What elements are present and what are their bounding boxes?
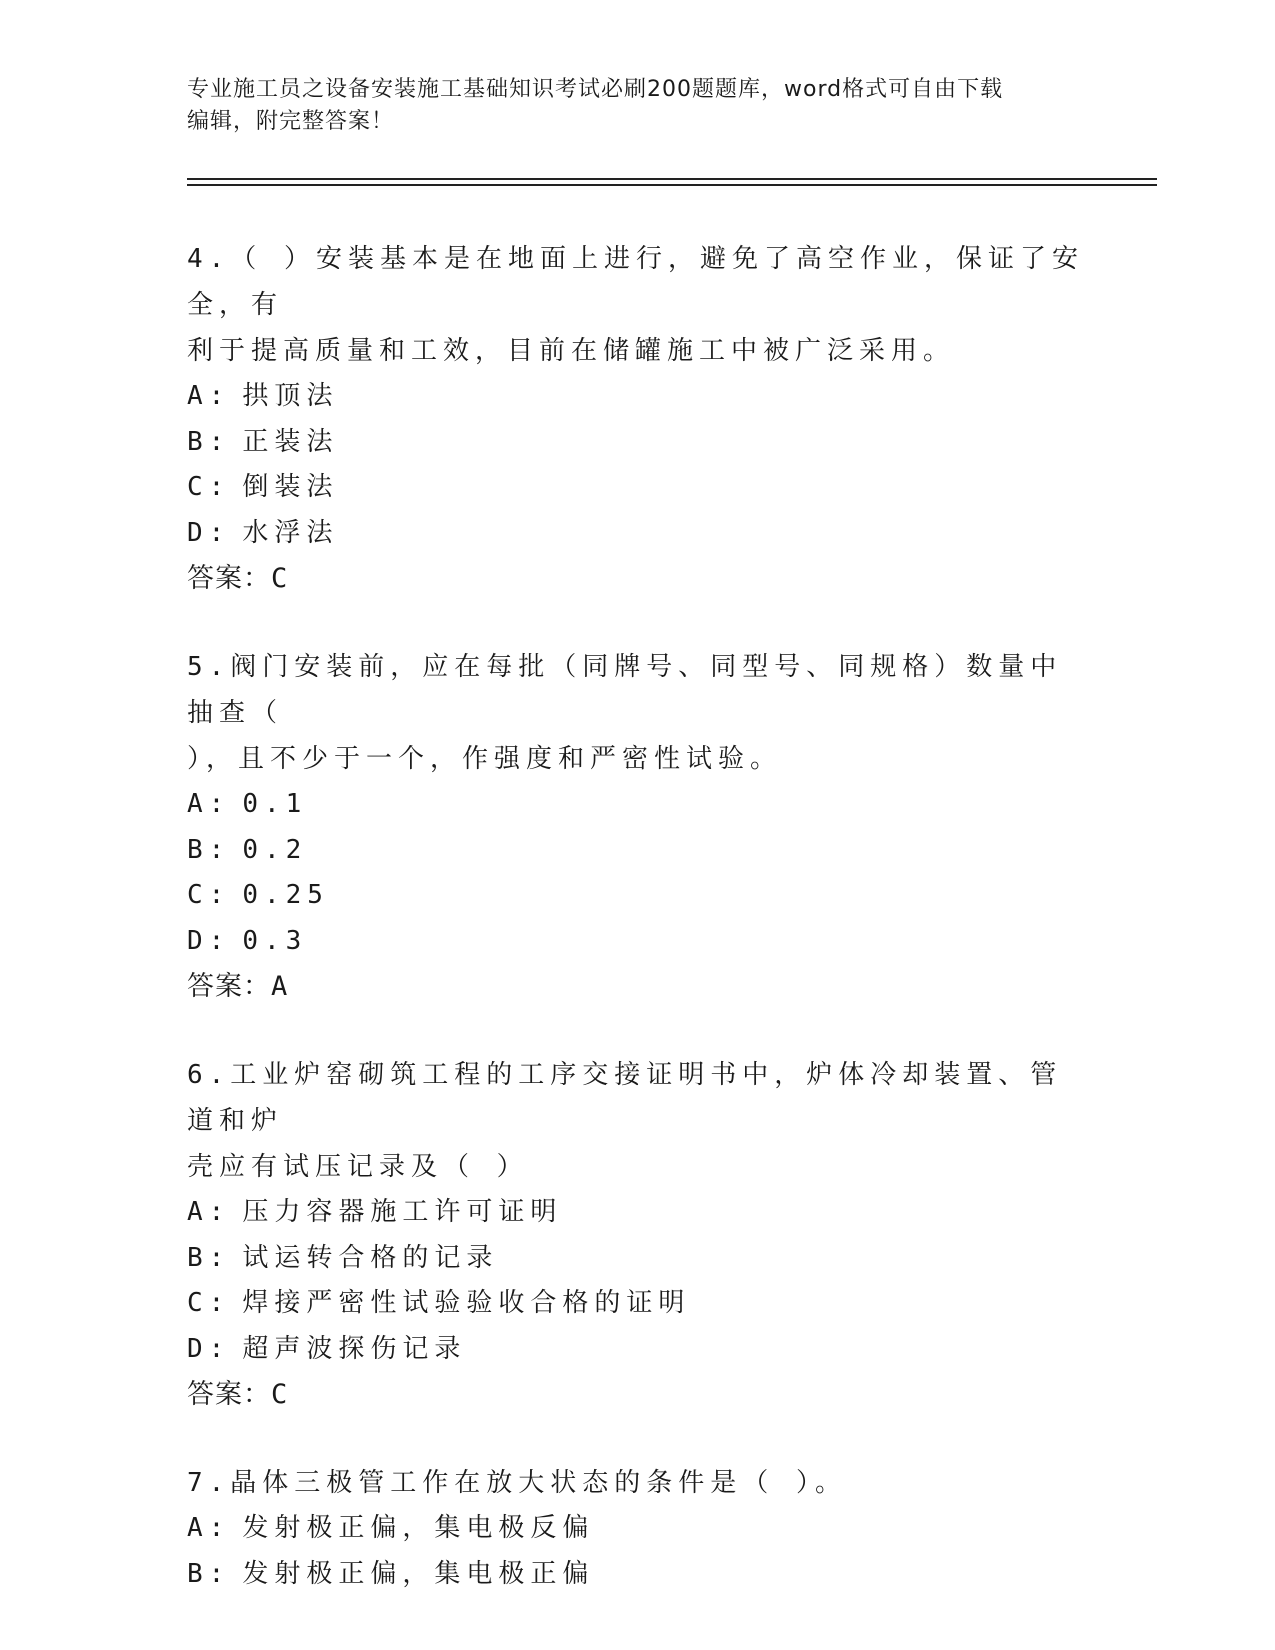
header-divider-top	[187, 178, 1157, 180]
option-c	[187, 873, 1087, 919]
option-label: A:	[187, 1513, 231, 1543]
option-d	[187, 1327, 1087, 1373]
option-text: 压力容器施工许可证明	[242, 1197, 563, 1227]
option-text: 0.1	[242, 789, 308, 819]
question-6	[187, 1052, 1087, 1418]
option-text: 正装法	[242, 426, 339, 457]
option-text: 0.3	[242, 925, 308, 956]
option-c	[187, 1281, 1087, 1327]
question-4	[187, 236, 1087, 602]
option-a	[187, 1506, 1087, 1552]
question-text	[187, 236, 1087, 374]
answer-value: A	[271, 971, 289, 1002]
option-text: 超声波探伤记录	[242, 1333, 467, 1364]
option-label: B:	[187, 834, 231, 865]
option-c	[187, 465, 1087, 511]
question-text-line-1: 4.（ ）安装基本是在地面上进行，避免了高空作业，保证了安全，有	[187, 244, 1084, 320]
option-text: 发射极正偏，集电极反偏	[242, 1513, 595, 1543]
option-label: A:	[187, 381, 231, 411]
option-a	[187, 782, 1087, 828]
answer-value: C	[271, 1379, 289, 1410]
option-text: 倒装法	[242, 472, 339, 502]
header-line-1: 专业施工员之设备安装施工基础知识考试必刷200题题库，word格式可自由下载	[187, 77, 1004, 102]
option-label: B:	[187, 1558, 231, 1589]
option-label: D:	[187, 925, 231, 956]
option-text: 拱顶法	[242, 381, 339, 411]
option-label: C:	[187, 1288, 231, 1318]
question-text	[187, 1052, 1087, 1190]
option-a	[187, 374, 1087, 420]
question-text	[187, 1460, 1087, 1506]
option-label: D:	[187, 1333, 231, 1364]
option-label: B:	[187, 426, 231, 457]
option-b	[187, 1552, 1087, 1598]
option-text: 发射极正偏，集电极正偏	[242, 1558, 595, 1589]
header-divider-bottom	[187, 184, 1157, 186]
answer-label: 答案：	[187, 971, 271, 1002]
option-b	[187, 1236, 1087, 1282]
answer	[187, 556, 1087, 602]
question-text-line-1: 6.工业炉窑砌筑工程的工序交接证明书中，炉体冷却装置、管道和炉	[187, 1060, 1063, 1136]
option-d	[187, 511, 1087, 557]
option-b	[187, 420, 1087, 466]
answer	[187, 1372, 1087, 1418]
answer-value: C	[271, 563, 289, 594]
option-text: 0.2	[242, 834, 308, 865]
question-5	[187, 644, 1087, 1010]
option-a	[187, 1190, 1087, 1236]
option-d	[187, 919, 1087, 965]
answer	[187, 964, 1087, 1010]
question-text-line-2: 利于提高质量和工效，目前在储罐施工中被广泛采用。	[187, 336, 956, 366]
option-label: B:	[187, 1242, 231, 1273]
header-line-2: 编辑，附完整答案！	[187, 109, 395, 134]
option-label: A:	[187, 789, 231, 819]
option-b	[187, 828, 1087, 874]
question-text-line-1: 5.阀门安装前，应在每批（同牌号、同型号、同规格）数量中抽查（	[187, 652, 1063, 728]
option-text: 试运转合格的记录	[242, 1242, 499, 1273]
option-text: 焊接严密性试验验收合格的证明	[242, 1288, 691, 1318]
question-list	[187, 236, 1087, 1639]
question-text-line-1: 7.晶体三极管工作在放大状态的条件是（ ）。	[187, 1468, 847, 1498]
question-text-line-2: 壳应有试压记录及（ ）	[187, 1152, 529, 1182]
option-text: 0.25	[242, 880, 329, 910]
question-7	[187, 1460, 1087, 1597]
option-label: C:	[187, 472, 231, 502]
question-text-line-2: ），且不少于一个，作强度和严密性试验。	[187, 744, 783, 774]
document-header	[187, 74, 1087, 138]
option-text: 水浮法	[242, 517, 339, 548]
option-label: C:	[187, 880, 231, 910]
option-label: A:	[187, 1197, 231, 1227]
option-label: D:	[187, 517, 231, 548]
answer-label: 答案：	[187, 563, 271, 594]
answer-label: 答案：	[187, 1379, 271, 1410]
question-text	[187, 644, 1087, 782]
